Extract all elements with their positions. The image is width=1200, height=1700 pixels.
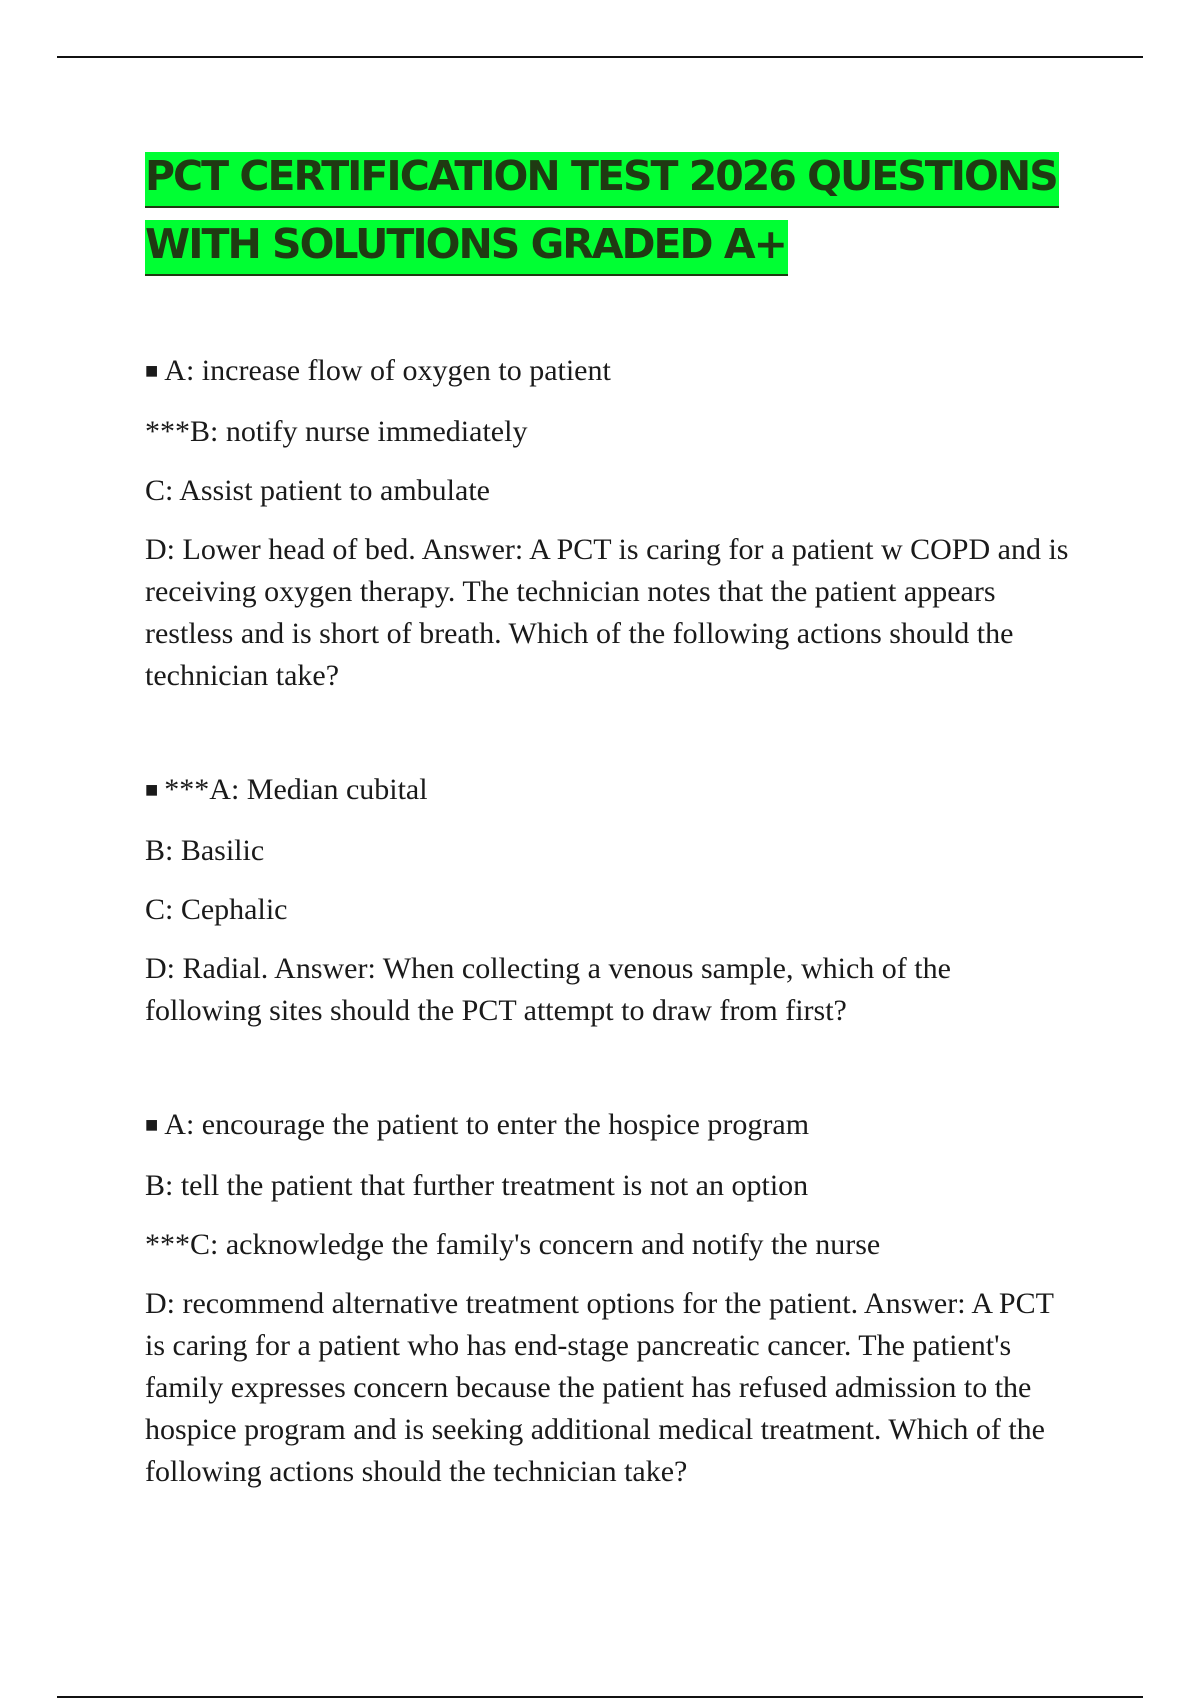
option-d-with-answer: D: recommend alternative treatment options for the patient. Answer: A PCT is caring for a patient who has end-stage pancreatic cancer. The patient's family expresses concern because the patient has refused admission to the hospice program and is seeking additional medical treatment. Which of the following actions should the technician take? [145,1287,1054,1488]
option-b: B: Basilic [145,834,265,867]
document-title [145,142,1059,278]
option-a: ■ ***A: Median cubital [145,769,1075,813]
option-b: B: tell the patient that further treatment is not an option [145,1169,809,1202]
option-c: C: Assist patient to ambulate [145,474,490,507]
bullet-square-icon: ■ [145,358,159,383]
option-c: C: Cephalic [145,893,288,926]
question-block-1 [145,350,1075,697]
question-block-2 [145,769,1075,1032]
question-block-3 [145,1104,1075,1493]
bottom-rule [57,1696,1143,1698]
option-c: ***C: acknowledge the family's concern and notify the nurse [145,1228,881,1261]
bullet-square-icon: ■ [145,777,159,802]
question-list [145,350,1075,1493]
option-a: ■ A: encourage the patient to enter the hospice program [145,1104,1075,1148]
option-a: ■ A: increase flow of oxygen to patient [145,350,1075,394]
title-line-1: PCT CERTIFICATION TEST 2026 QUESTIONS [145,152,1059,208]
option-d-with-answer: D: Radial. Answer: When collecting a venous sample, which of the following sites should the PCT attempt to draw from first? [145,952,951,1027]
title-line-2: WITH SOLUTIONS GRADED A+ [145,220,788,276]
option-d-with-answer: D: Lower head of bed. Answer: A PCT is caring for a patient w COPD and is receiving oxygen therapy. The technician notes that the patient appears restless and is short of breath. Which of the following actions should the technician take? [145,533,1069,692]
top-rule [57,56,1143,58]
option-b: ***B: notify nurse immediately [145,415,528,448]
bullet-square-icon: ■ [145,1112,159,1137]
